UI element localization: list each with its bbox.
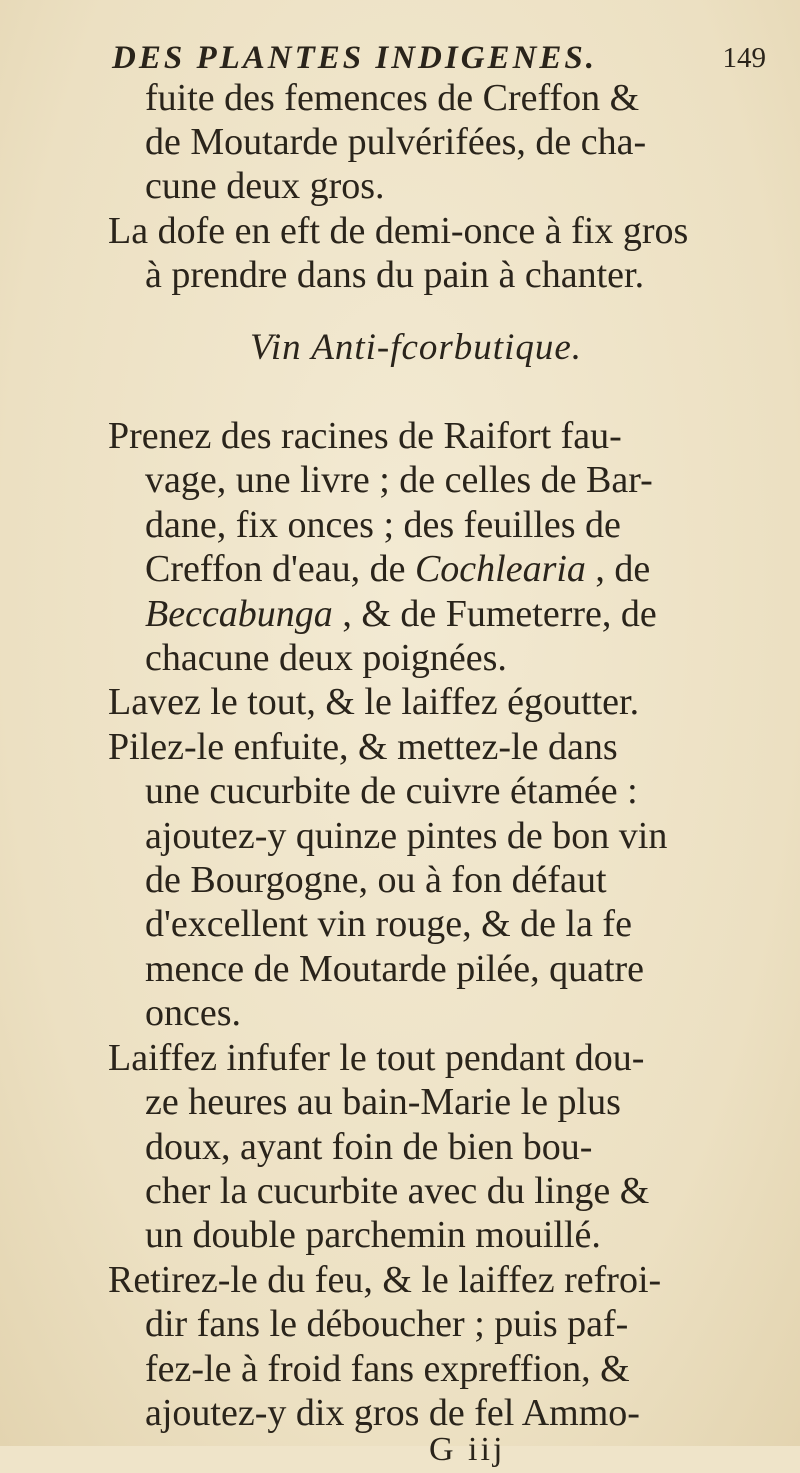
text-line: de Moutarde pulvérifées, de cha- (145, 121, 647, 163)
text-line: cher la cucurbite avec du linge & (145, 1170, 650, 1212)
text-line: fez-le à froid fans expreffion, & (145, 1348, 630, 1390)
text-line: d'excellent vin rouge, & de la fe (145, 903, 632, 945)
text-segment: , de (595, 548, 651, 590)
text-line: Prenez des racines de Raifort fau- (108, 415, 622, 457)
text-line: de Bourgogne, ou à fon défaut (145, 859, 607, 901)
text-line: Lavez le tout, & le laiffez égoutter. (108, 681, 640, 723)
text-line: à prendre dans du pain à chanter. (145, 254, 645, 296)
text-line: La dofe en eft de demi-once à fix gros (108, 210, 689, 252)
running-head: DES PLANTES INDIGENES. (112, 40, 598, 76)
page-number: 149 (722, 42, 766, 74)
text-segment: , & de Fumeterre, de (342, 593, 657, 635)
text-line: doux, ayant foin de bien bou- (145, 1126, 593, 1168)
text-line: un double parchemin mouillé. (145, 1214, 601, 1256)
text-line: Retirez-le du feu, & le laiffez refroi- (108, 1259, 662, 1301)
text-line: fuite des femences de Creffon & (145, 77, 640, 119)
italic-term: Beccabunga (145, 593, 333, 635)
text-line: onces. (145, 992, 242, 1034)
text-line: cune deux gros. (145, 165, 385, 207)
section-title: Vin Anti-fcorbutique. (250, 327, 583, 368)
text-line: chacune deux poignées. (145, 637, 507, 679)
text-line: vage, une livre ; de celles de Bar- (145, 459, 653, 501)
italic-term: Cochlearia (414, 548, 586, 590)
signature-mark: G iij (429, 1431, 506, 1468)
text-line: dir fans le déboucher ; puis paf- (145, 1303, 629, 1345)
text-line (145, 547, 650, 591)
text-line: ajoutez-y dix gros de fel Ammo- (145, 1392, 640, 1434)
text-line: ze heures au bain-Marie le plus (145, 1081, 621, 1123)
text-line: ajoutez-y quinze pintes de bon vin (145, 815, 668, 857)
text-line: une cucurbite de cuivre étamée : (145, 770, 638, 812)
text-line: mence de Moutarde pilée, quatre (145, 948, 645, 990)
page-header (112, 38, 766, 78)
text-line: Laiffez infufer le tout pendant dou- (108, 1037, 645, 1079)
text-line (145, 592, 657, 636)
text-line: dane, fix onces ; des feuilles de (145, 504, 621, 546)
text-segment: Creffon d'eau, de (145, 548, 406, 590)
text-line: Pilez-le enfuite, & mettez-le dans (108, 726, 618, 768)
